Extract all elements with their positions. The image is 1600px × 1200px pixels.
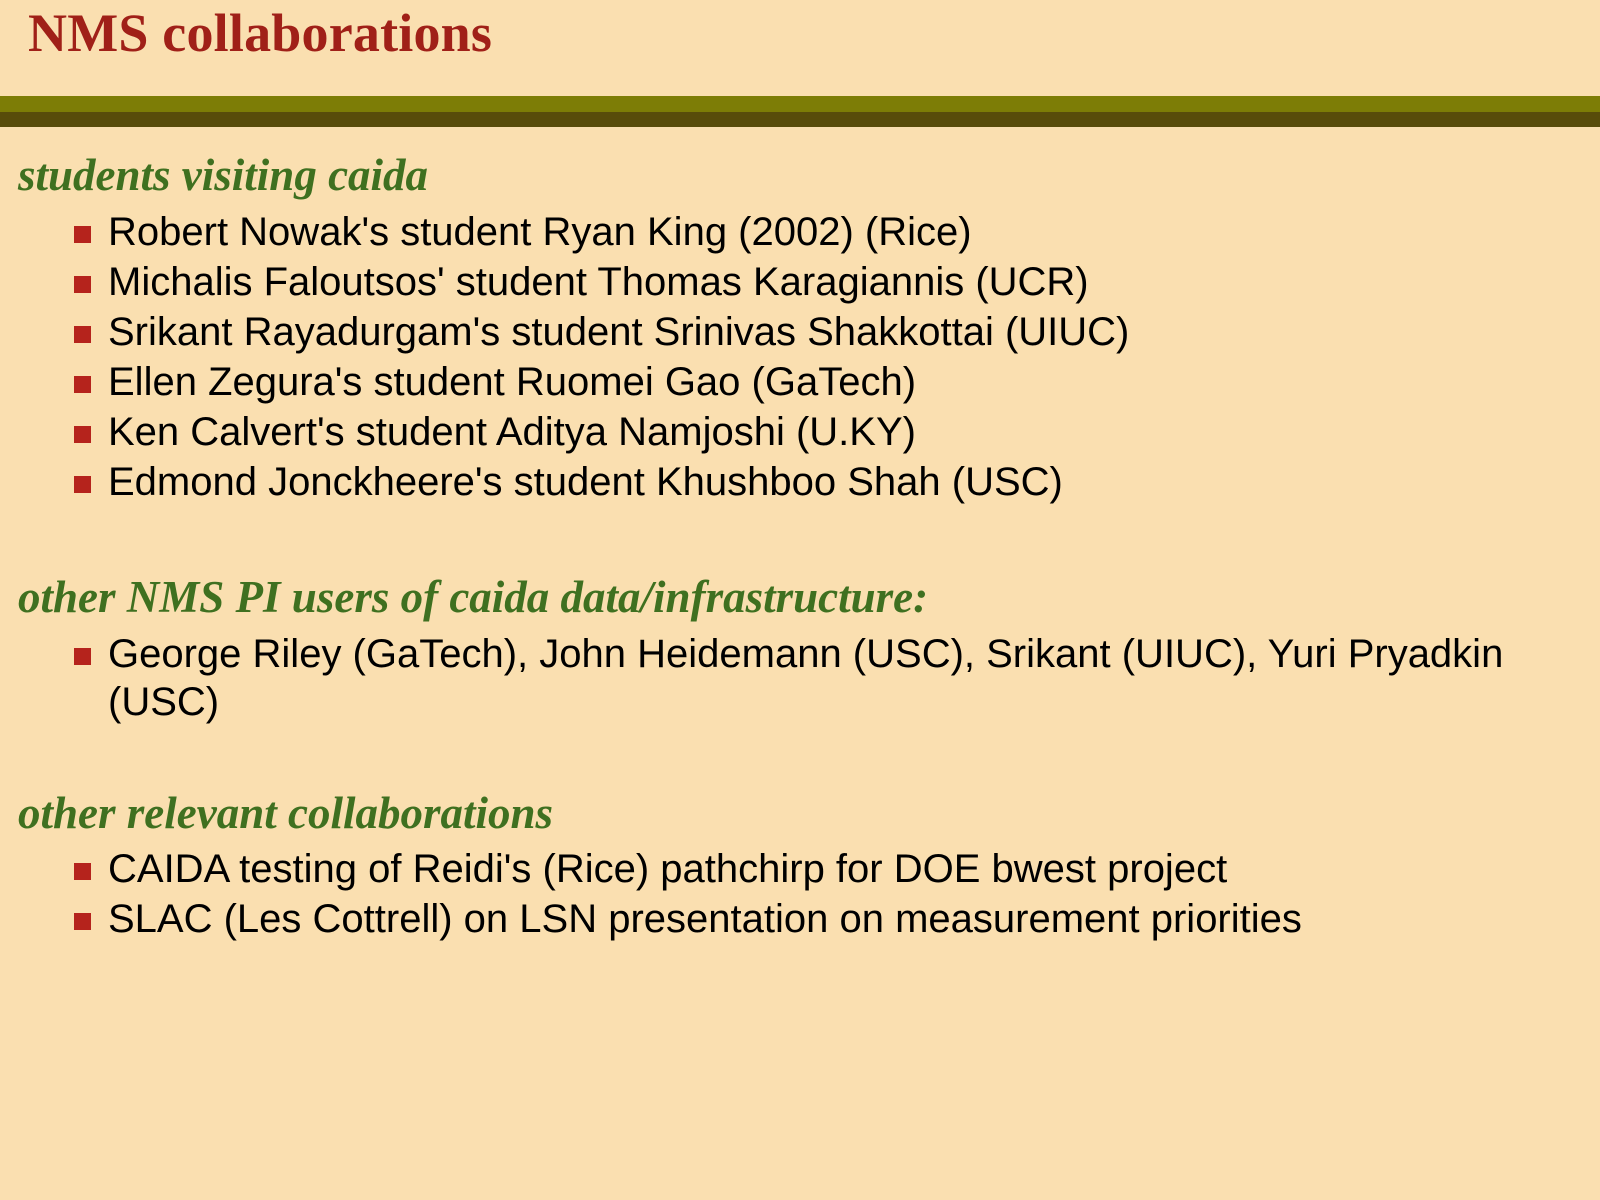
square-bullet-icon [74, 863, 91, 880]
list-item [0, 458, 1600, 506]
list-item [0, 358, 1600, 406]
bullet-list [0, 208, 1600, 506]
section-heading: other NMS PI users of caida data/infrastructure: [18, 571, 929, 622]
list-item-label: Srikant Rayadurgam's student Srinivas Shakkottai (UIUC) [108, 309, 1130, 354]
section-heading: other relevant collaborations [18, 787, 554, 838]
square-bullet-icon [74, 376, 91, 393]
section-other-relevant-collaborations [0, 788, 1600, 944]
section-heading: students visiting caida [18, 150, 429, 200]
square-bullet-icon [74, 426, 91, 443]
bullet-list [0, 630, 1600, 726]
square-bullet-icon [74, 276, 91, 293]
list-item [0, 630, 1600, 726]
title-rule-olive [0, 96, 1600, 112]
section-spacer [0, 736, 1600, 788]
section-other-nms-pi-users [0, 572, 1600, 726]
title-rule-dark [0, 112, 1600, 127]
section-students-visiting-caida [0, 150, 1600, 506]
list-item [0, 895, 1600, 943]
section-spacer [0, 516, 1600, 572]
square-bullet-icon [74, 226, 91, 243]
list-item-label: Edmond Jonckheere's student Khushboo Shah (USC) [108, 459, 1063, 504]
list-item [0, 308, 1600, 356]
list-item-label: George Riley (GaTech), John Heidemann (USC), Srikant (UIUC), Yuri Pryadkin (USC) [108, 631, 1504, 724]
square-bullet-icon [74, 326, 91, 343]
list-item [0, 258, 1600, 306]
bullet-list [0, 845, 1600, 943]
list-item [0, 208, 1600, 256]
page-title: NMS collaborations [28, 3, 493, 63]
list-item-label: Robert Nowak's student Ryan King (2002) (Rice) [108, 209, 972, 254]
square-bullet-icon [74, 476, 91, 493]
slide-content [0, 150, 1600, 953]
square-bullet-icon [74, 913, 91, 930]
list-item-label: SLAC (Les Cottrell) on LSN presentation on measurement priorities [108, 897, 1302, 942]
list-item [0, 408, 1600, 456]
square-bullet-icon [74, 648, 91, 665]
list-item-label: Michalis Faloutsos' student Thomas Karagiannis (UCR) [108, 259, 1089, 304]
list-item-label: CAIDA testing of Reidi's (Rice) pathchirp for DOE bwest project [108, 847, 1228, 892]
list-item [0, 845, 1600, 893]
list-item-label: Ellen Zegura's student Ruomei Gao (GaTech) [108, 359, 917, 404]
list-item-label: Ken Calvert's student Aditya Namjoshi (U.KY) [108, 409, 916, 454]
